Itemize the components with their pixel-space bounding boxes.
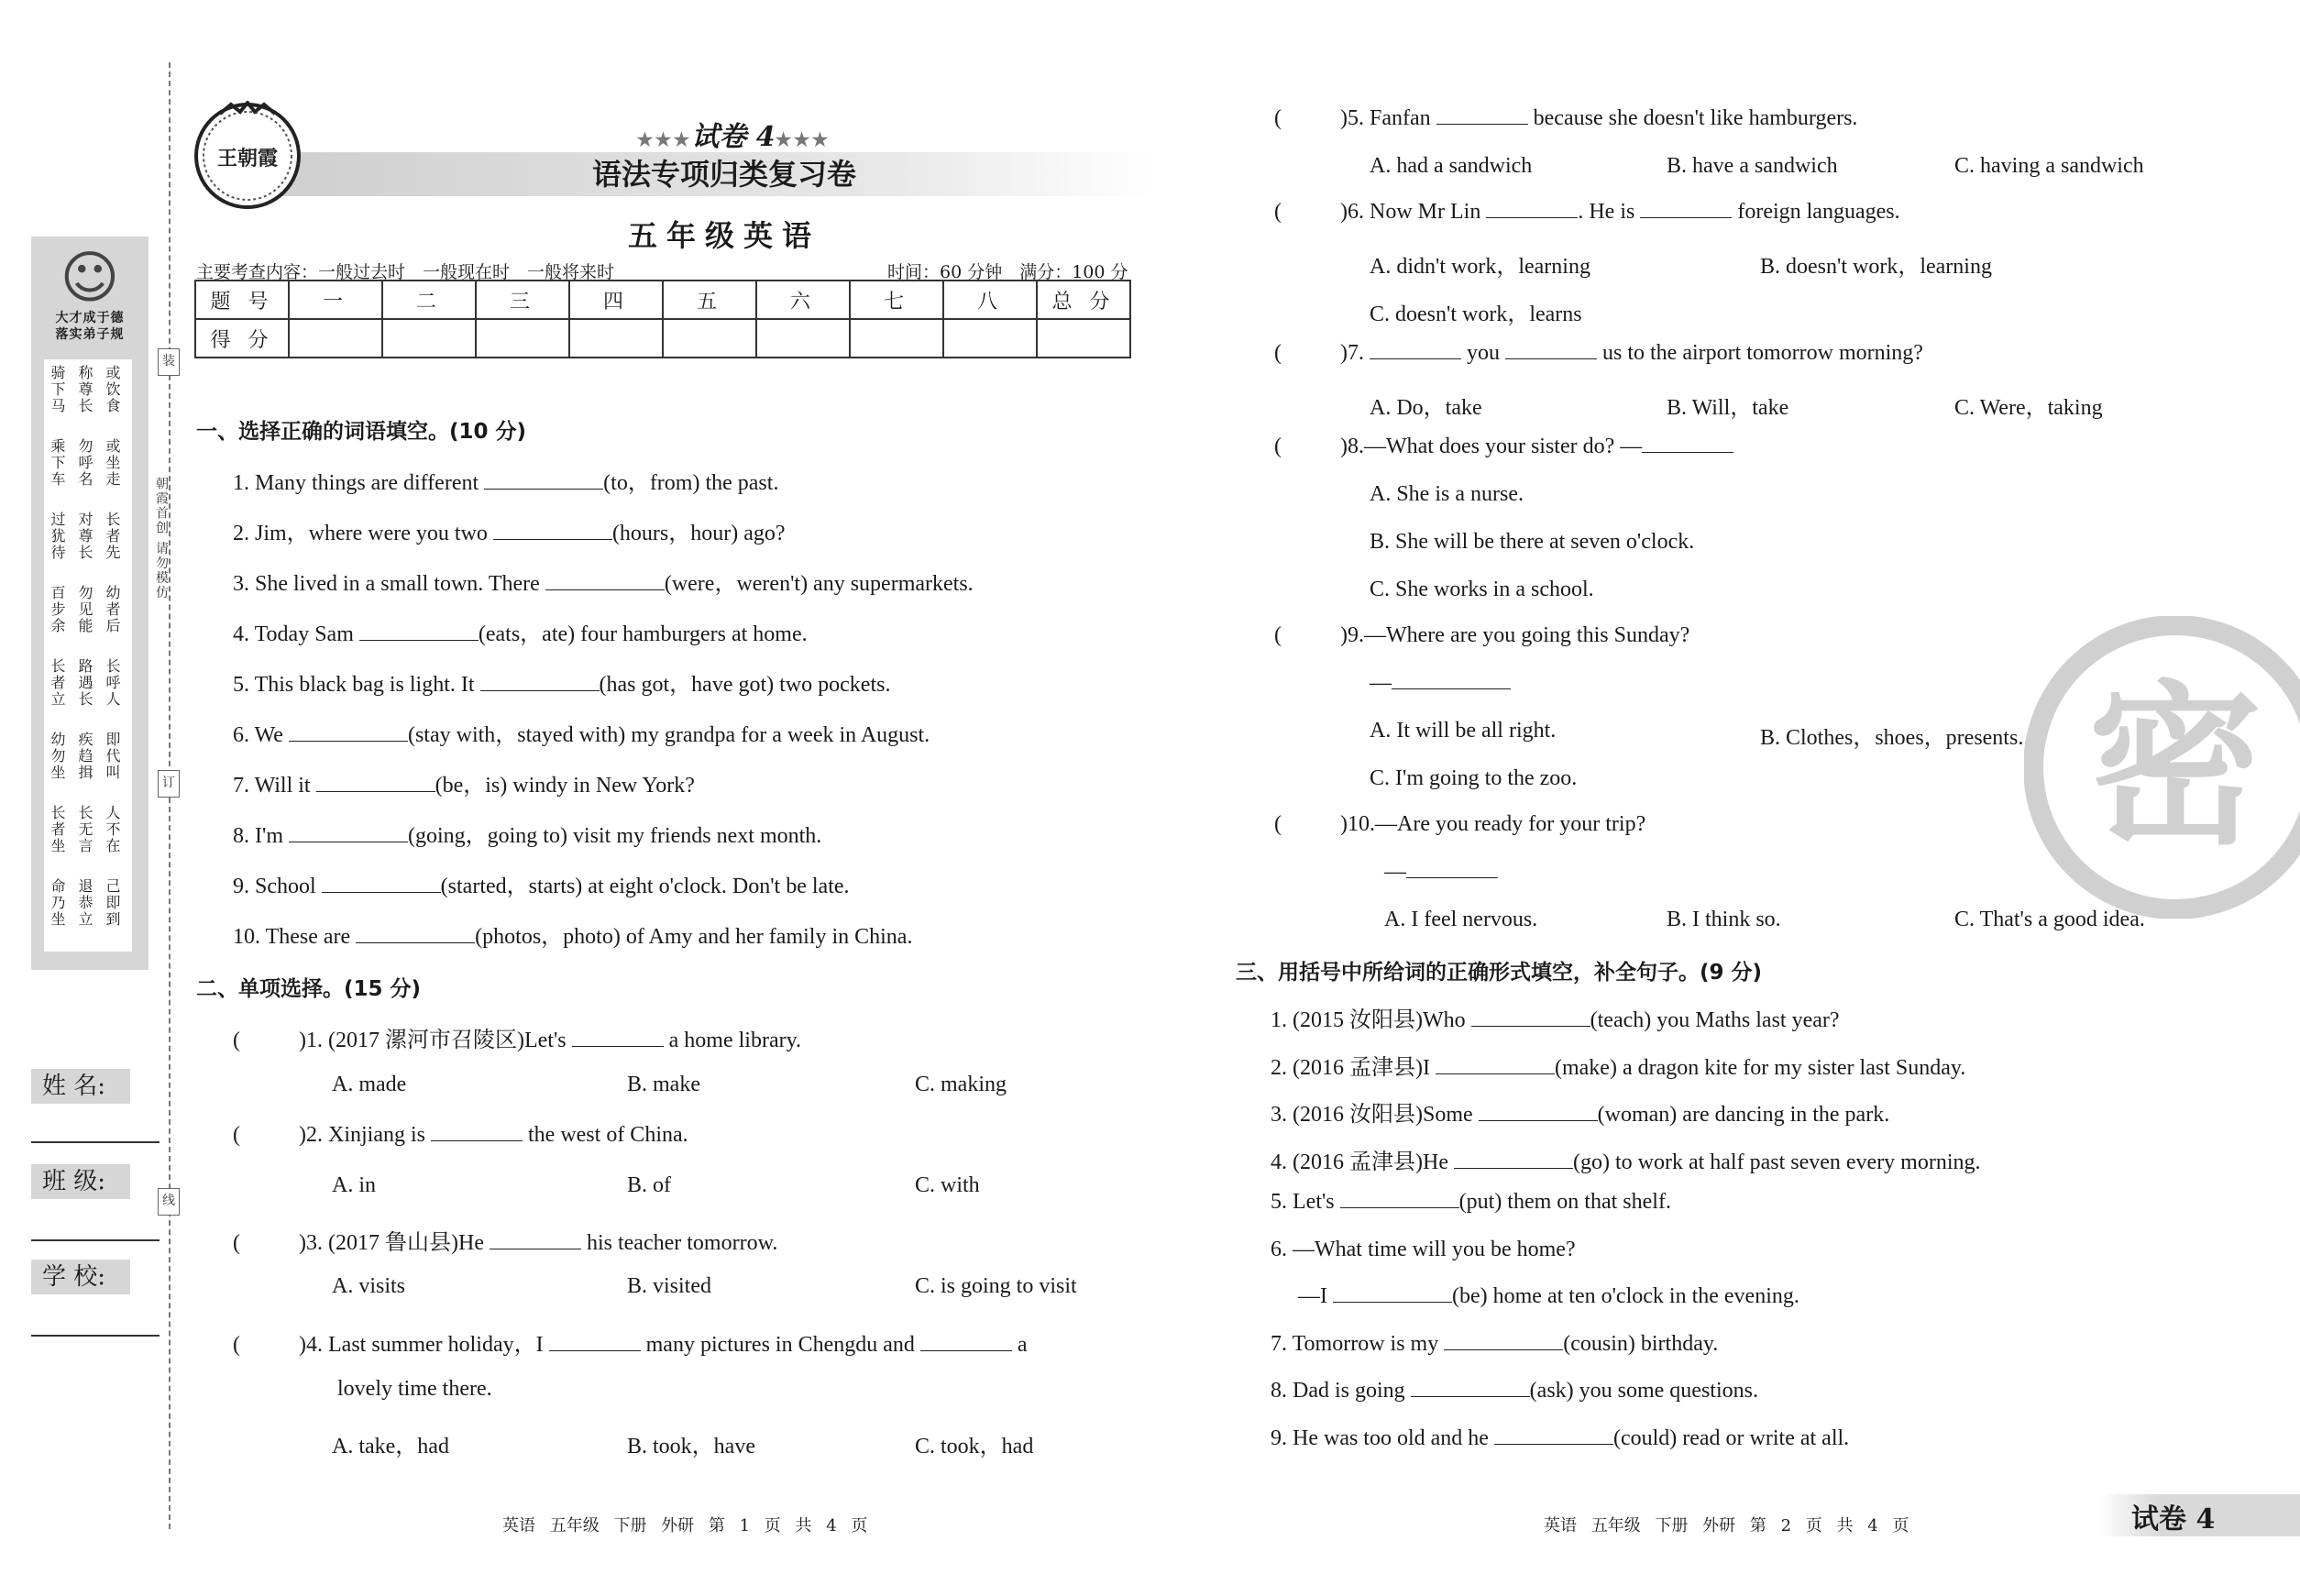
option-a[interactable]: A. visits [332,1274,406,1298]
option-a[interactable]: A. Do，take [1370,396,1482,420]
answer-blank[interactable] [1642,435,1733,453]
option-a[interactable]: A. didn't work，learning [1370,255,1590,279]
answer-blank[interactable] [1486,201,1578,218]
question-2-4-line2: lovely time there. [337,1377,492,1401]
motto-line: 过犹待 [49,512,66,561]
option-c[interactable]: C. That's a good idea. [1954,908,2145,931]
answer-blank[interactable] [1640,201,1732,218]
option-b[interactable]: B. took，have [627,1435,755,1458]
question-2-7: ( )7. you us to the airport tomorrow morning? [1274,341,1923,365]
answer-blank[interactable] [431,1124,523,1141]
answer-blank[interactable] [356,926,475,943]
motto-line: 称尊长 [76,365,94,414]
answer-blank[interactable] [545,573,665,590]
paper-number: ★★★试卷 4★★★ [636,121,831,153]
school-label: 学 校: [31,1260,130,1294]
score-table-header-row [195,281,1130,319]
motto-line: 疾趋揖 [76,732,94,781]
motto-line: 命乃坐 [49,878,66,928]
option-c[interactable]: C. having a sandwich [1954,154,2144,178]
answer-blank[interactable] [289,724,408,742]
motto-line: 骑下马 [49,365,66,414]
section-2-title: 二、单项选择。(15 分) [196,977,422,1001]
motto-line: 百步余 [49,585,66,634]
motto-line: 即代叫 [104,732,121,781]
motto-line: 人不在 [104,805,121,854]
question-2-2: ( )2. Xinjiang is the west of China. [233,1123,688,1147]
section-3-title: 三、用括号中所给词的正确形式填空，补全句子。(9 分) [1236,961,1763,985]
table-cell: 一 [289,281,382,319]
score-cell[interactable] [569,319,663,358]
answer-blank[interactable] [490,1232,581,1249]
fill-question: 3. She lived in a small town. There (were，weren't) any supermarkets. [233,572,974,596]
score-table [194,280,1131,358]
motto-line: 乘下车 [49,438,66,488]
question-2-3: ( )3. (2017 鲁山县)He his teacher tomorrow. [233,1231,778,1255]
brand-logo [193,101,303,211]
score-cell[interactable] [382,319,476,358]
score-cell[interactable] [663,319,756,358]
seal-char: 密 [2087,666,2263,868]
motto-line: 长者先 [104,512,121,561]
score-cell[interactable] [943,319,1037,358]
answer-blank[interactable] [484,472,603,490]
answer-blank[interactable] [1479,1104,1598,1121]
form-question: 3. (2016 汝阳县)Some (woman) are dancing in the park. [1271,1103,1890,1127]
question-2-9: ( )9.—Where are you going this Sunday? [1274,623,1690,647]
side-note: 朝霞首创 请勿模仿 [154,477,169,600]
table-cell: 四 [569,281,663,319]
option-a[interactable]: A. in [332,1173,376,1197]
table-cell: 二 [382,281,476,319]
table-cell: 五 [663,281,756,319]
name-field[interactable] [31,1141,160,1143]
confidential-seal [2024,616,2300,919]
motto-line: 路遇长 [76,658,94,708]
star-icon: ★★★ [636,128,692,150]
option-c[interactable]: C. I'm going to the zoo. [1370,766,1578,790]
option-b[interactable]: B. visited [627,1274,712,1298]
motto-line: 或饮食 [104,365,121,414]
form-question: 5. Let's (put) them on that shelf. [1271,1190,1671,1214]
answer-blank[interactable] [1436,1057,1555,1074]
motto-line: 长者坐 [49,805,66,854]
table-cell: 七 [850,281,943,319]
answer-blank[interactable] [1340,1191,1459,1208]
motto-line: 长者立 [49,658,66,708]
option-a[interactable]: A. had a sandwich [1370,154,1533,178]
question-2-10-answer-line: — [1384,860,1498,885]
answer-blank[interactable] [1454,1151,1573,1169]
option-b[interactable]: B. I think so. [1667,908,1781,931]
form-question: 2. (2016 孟津县)I (make) a dragon kite for my sister last Sunday. [1271,1055,1966,1080]
school-field[interactable] [31,1335,160,1337]
fill-question: 9. School (started，starts) at eight o'clock. Don't be late. [233,875,850,898]
question-2-9-answer-line: — [1370,671,1511,696]
option-a[interactable]: A. I feel nervous. [1384,908,1538,931]
question-2-6: ( )6. Now Mr Lin . He is foreign languages. [1274,200,1900,224]
score-cell[interactable] [1037,319,1130,358]
time-and-score: 时间：60 分钟 满分：100 分 [887,262,1128,282]
answer-blank[interactable] [322,875,441,893]
answer-blank[interactable] [1333,1285,1452,1303]
option-b[interactable]: B. Will，take [1667,396,1789,420]
answer-blank[interactable] [480,674,600,691]
fill-question: 7. Will it (be，is) windy in New York? [233,774,695,798]
motto-line: 幼者后 [104,585,121,634]
answer-blank[interactable] [493,523,612,540]
motto-header [39,246,141,356]
cut-mark: 装 [158,348,180,376]
answer-blank[interactable] [359,623,479,641]
form-question: —I (be) home at ten o'clock in the evening. [1298,1284,1799,1308]
footer-left: 英语 五年级 下册 外研 第 1 页 共 4 页 [502,1516,868,1535]
question-2-10: ( )10.—Are you ready for your trip? [1274,812,1646,836]
corner-paper-number: 试卷 4 [2131,1503,2216,1535]
motto-line: 长呼人 [104,658,121,708]
option-c[interactable]: C. making [915,1073,1007,1096]
fill-question: 4. Today Sam (eats，ate) four hamburgers at home. [233,622,808,646]
subject-title: 五年级英语 [627,218,820,253]
table-cell: 得 分 [195,319,289,358]
fill-question: 5. This black bag is light. It (has got，have got) two pockets. [233,673,891,697]
answer-blank[interactable] [1471,1009,1590,1027]
option-b[interactable]: B. She will be there at seven o'clock. [1370,530,1695,554]
question-2-8: ( )8.—What does your sister do? — [1274,435,1733,459]
option-b[interactable]: B. doesn't work，learning [1760,255,1992,279]
fill-question: 6. We (stay with，stayed with) my grandpa for a week in August. [233,723,930,747]
option-a[interactable]: A. She is a nurse. [1370,482,1524,506]
answer-blank[interactable] [549,1334,641,1351]
cut-mark: 订 [158,770,180,798]
answer-blank[interactable] [1505,342,1597,359]
option-c[interactable]: C. She works in a school. [1370,578,1594,601]
motto-line: 勿见能 [76,585,94,634]
score-cell[interactable] [850,319,943,358]
option-b[interactable]: B. have a sandwich [1667,154,1838,178]
motto-line: 幼勿坐 [49,732,66,781]
score-cell[interactable] [476,319,569,358]
form-question: 7. Tomorrow is my (cousin) birthday. [1271,1331,1719,1356]
star-icon: ★★★ [775,128,831,150]
option-b[interactable]: B. Clothes，shoes，presents... [1760,726,2035,750]
option-a[interactable]: A. It will be all right. [1370,719,1557,743]
table-cell: 六 [756,281,850,319]
answer-blank[interactable] [1411,1380,1530,1397]
table-cell: 三 [476,281,569,319]
logo-text: 王朝霞 [216,147,279,171]
option-c[interactable]: C. doesn't work，learns [1370,303,1582,326]
table-cell: 总 分 [1037,281,1130,319]
motto-line: 退恭立 [76,878,94,928]
option-a[interactable]: A. take，had [332,1435,449,1458]
option-c[interactable]: C. took，had [915,1435,1034,1458]
score-cell[interactable] [756,319,850,358]
question-2-4: ( )4. Last summer holiday，I many pictures in Chengdu and a [233,1333,1028,1357]
answer-blank[interactable] [1494,1427,1613,1445]
answer-blank[interactable] [1406,861,1498,878]
motto-head-2: 落实弟子规 [55,327,125,342]
fill-question: 2. Jim，where were you two (hours，hour) ago? [233,522,786,545]
motto-line: 或坐走 [104,438,121,488]
answer-blank[interactable] [1436,107,1528,125]
form-question: 8. Dad is going (ask) you some questions. [1271,1379,1758,1403]
answer-blank[interactable] [1392,672,1511,689]
answer-blank[interactable] [1370,342,1461,359]
motto-line: 己即到 [104,878,121,928]
motto-head-1: 大才成于德 [55,311,125,325]
answer-blank[interactable] [920,1334,1012,1351]
form-question: 4. (2016 孟津县)He (go) to work at half past seven every morning. [1271,1150,1981,1174]
motto-line: 长无言 [76,805,94,854]
question-2-5: ( )5. Fanfan because she doesn't like hamburgers. [1274,106,1858,130]
answer-blank[interactable] [289,825,408,842]
option-c[interactable]: C. with [915,1173,980,1197]
option-b[interactable]: B. make [627,1073,700,1096]
answer-blank[interactable] [316,775,435,792]
motto-line: 对尊长 [76,512,94,561]
answer-blank[interactable] [1444,1333,1563,1350]
section-1-title: 一、选择正确的词语填空。(10 分) [196,420,527,444]
cut-mark: 线 [158,1188,180,1216]
table-cell: 八 [943,281,1037,319]
exam-title: 语法专项归类复习卷 [591,157,856,192]
name-label: 姓 名: [31,1069,130,1104]
fill-question: 10. These are (photos，photo) of Amy and her family in China. [233,925,913,949]
score-cell[interactable] [289,319,382,358]
scholar-figure-icon: ☺ [60,244,120,311]
answer-blank[interactable] [572,1029,664,1047]
question-2-1: ( )1. (2017 漯河市召陵区)Let's a home library. [233,1029,802,1052]
motto-line: 勿呼名 [76,438,94,488]
option-b[interactable]: B. of [627,1173,671,1197]
fill-question: 1. Many things are different (to，from) the past. [233,471,779,495]
class-label: 班 级: [31,1164,130,1199]
option-c[interactable]: C. is going to visit [915,1274,1077,1298]
exam-scope: 主要考查内容：一般过去时 一般现在时 一般将来时 [196,262,615,282]
option-c[interactable]: C. Were，taking [1954,396,2103,420]
class-field[interactable] [31,1239,160,1241]
footer-right: 英语 五年级 下册 外研 第 2 页 共 4 页 [1544,1516,1909,1535]
fill-question: 8. I'm (going，going to) visit my friends next month. [233,824,822,848]
score-table-score-row [195,319,1130,358]
table-cell: 题 号 [195,281,289,319]
form-question: 9. He was too old and he (could) read or write at all. [1271,1425,1850,1450]
option-a[interactable]: A. made [332,1073,407,1096]
form-question: 6. —What time will you be home? [1271,1237,1576,1261]
form-question: 1. (2015 汝阳县)Who (teach) you Maths last year? [1271,1008,1840,1032]
